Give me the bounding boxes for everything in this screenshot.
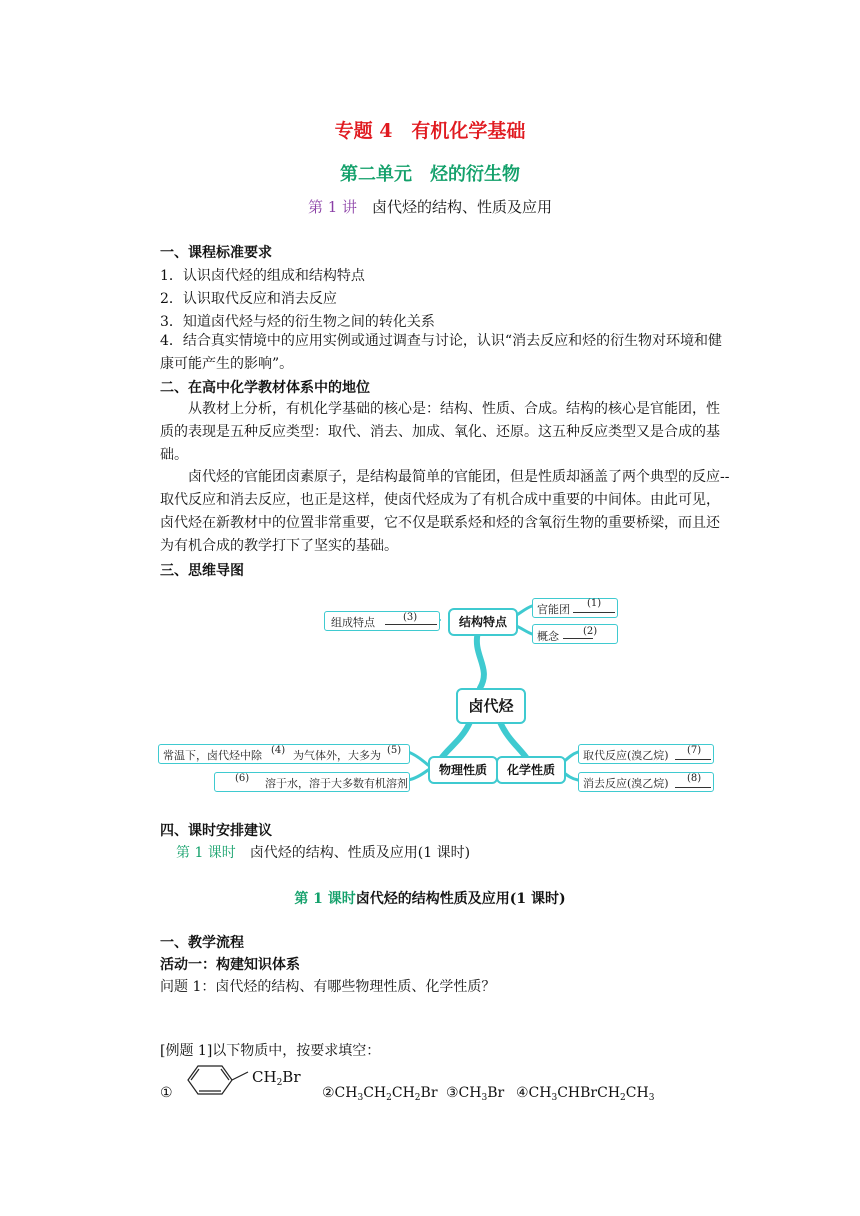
mindmap-composition-box [324,611,440,631]
compound-1-substituent: $CH_2Br$ [252,1068,301,1088]
mindmap-substitution-box [578,744,714,764]
standard-item-4: 4．结合真实情境中的应用实例或通过调查与讨论，认识“消去反应和烃的衍生物对环境和健康可能产生的影响”。 [160,333,723,372]
compound-3: $③CH_3Br$ [446,1085,505,1103]
mindmap-physical-text-2b: 溶于水，溶于大多数有机溶剂 [265,777,408,790]
mindmap-substitution-label: 取代反应(溴乙烷) [583,749,669,762]
mindmap-physical-text-1a: 常温下，卤代烃中除 [163,749,262,762]
mindmap-blank-line [563,638,593,639]
mindmap-functional-box [532,598,618,618]
mindmap-physical-box-1 [158,744,410,764]
mindmap-blank-6: (6) [235,773,250,784]
lesson-label: 第 1 课时 [294,891,356,907]
mindmap-blank-1: (1) [587,598,602,609]
lecture-number: 第 1 讲 [307,198,358,216]
section3-heading: 三、思维导图 [160,563,244,579]
mindmap-structure-node: 结构特点 [448,608,518,636]
lesson-name: 卤代烃的结构性质及应用(1 课时) [355,891,566,907]
mindmap-elimination-label: 消去反应(溴乙烷) [583,777,669,790]
section2-paragraph-1: 从教材上分析，有机化学基础的核心是：结构、性质、合成。结构的核心是官能团，性质的表现是五种反应类型：取代、消去、加成、氧化、还原。这五种反应类型又是合成的基础。 [160,401,720,463]
mindmap-blank-line [675,759,711,760]
flow-heading: 一、教学流程 [160,935,244,951]
mindmap-chemical-node: 化学性质 [496,756,566,784]
section2-heading: 二、在高中化学教材体系中的地位 [160,380,370,396]
standard-item-1: 1．认识卤代烃的组成和结构特点 [160,268,365,284]
period-suggestion [176,842,470,862]
compound-1-number: ① [160,1085,173,1101]
mindmap-composition-label: 组成特点 [331,616,375,629]
mindmap-blank-3: (3) [403,612,418,623]
topic-title: 专题 4 有机化学基础 [334,120,526,142]
compound-2: $②CH_3CH_2CH_2Br$ [322,1085,438,1103]
mindmap-functional-label: 官能团 [537,603,570,616]
activity-heading: 活动一：构建知识体系 [160,957,300,973]
mindmap-blank-8: (8) [687,773,702,784]
mindmap-blank-line [573,612,615,613]
lesson-title [0,888,860,908]
mindmap-elimination-box [578,772,714,792]
mindmap-blank-line [385,624,437,625]
mindmap-physical-box-2 [214,772,410,792]
period-label: 第 1 课时 [176,845,236,861]
mindmap-blank-2: (2) [583,626,598,637]
period-text: 卤代烃的结构、性质及应用(1 课时) [249,845,471,861]
mindmap-blank-4: (4) [271,745,286,756]
mindmap-blank-5: (5) [387,745,402,756]
compound-4: $④CH_3CHBrCH_2CH_3$ [516,1085,655,1103]
mindmap-physical-text-1c: 为气体外，大多为 [293,749,381,762]
section1-heading: 一、课程标准要求 [160,245,272,261]
question-1: 问题 1：卤代烃的结构、有哪些物理性质、化学性质？ [160,979,496,995]
mindmap-concept-box [532,624,618,644]
unit-title: 第二单元 烃的衍生物 [340,164,520,185]
mindmap-center-node: 卤代烃 [456,688,526,724]
mindmap-blank-line [675,787,711,788]
lecture-name: 卤代烃的结构、性质及应用 [372,198,553,216]
section4-heading: 四、课时安排建议 [160,823,272,839]
standard-item-3: 3．知道卤代烃与烃的衍生物之间的转化关系 [160,314,435,330]
mindmap-physical-node: 物理性质 [428,756,498,784]
mindmap-blank-7: (7) [687,745,702,756]
section2-paragraph-2: 卤代烃的官能团卤素原子，是结构最简单的官能团，但是性质却涵盖了两个典型的反应--取代反应和消去反应，也正是这样，使卤代烃成为了有机合成中重要的中间体。由此可见，卤代烃在新教材中的位置非常重要，它不仅是联系烃和烃的含氧衍生物的重要桥梁，而且还为有机合成的教学打下了坚实的基础。 [160,469,730,554]
example-1: [例题 1]以下物质中，按要求填空： [160,1043,381,1059]
standard-item-2: 2．认识取代反应和消去反应 [160,291,337,307]
mindmap-concept-label: 概念 [537,630,559,643]
lecture-title [0,196,860,217]
